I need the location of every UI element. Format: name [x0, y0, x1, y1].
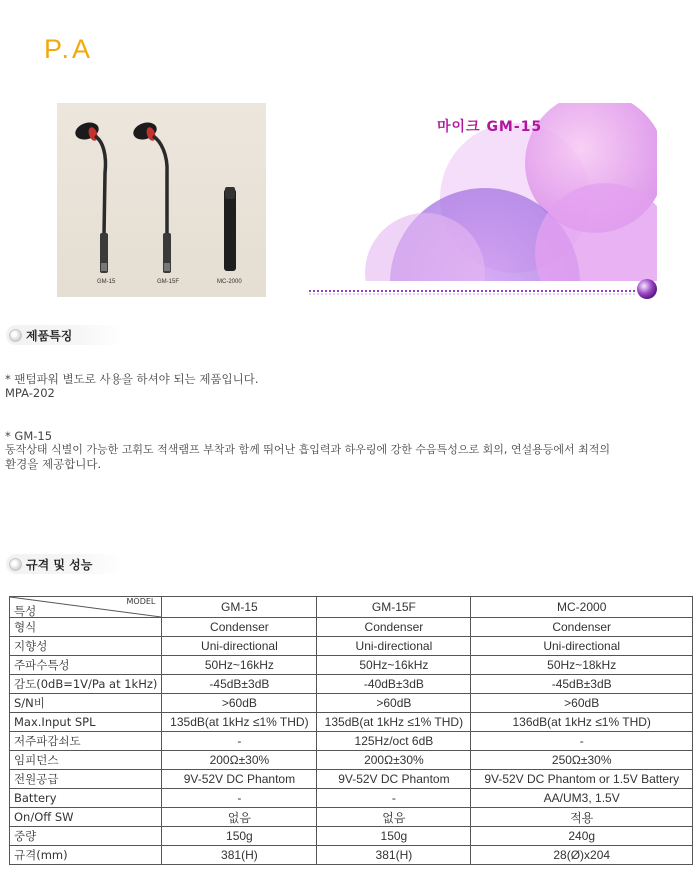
- spec-row: [10, 846, 693, 865]
- spec-row: [10, 656, 693, 675]
- spec-label: 형식: [10, 618, 162, 637]
- specs-heading: 규격 및 성능: [26, 558, 93, 572]
- page-title: P.A: [44, 34, 94, 64]
- microphones-illustration: [57, 103, 266, 297]
- spec-value: -45dB±3dB: [471, 675, 693, 694]
- caption-gm15f: GM-15F: [157, 279, 180, 285]
- spec-value: -45dB±3dB: [162, 675, 317, 694]
- spec-label: 지향성: [10, 637, 162, 656]
- spec-label: Battery: [10, 789, 162, 808]
- spec-value: 50Hz~16kHz: [317, 656, 471, 675]
- spec-value: 381(H): [317, 846, 471, 865]
- banner-title: 마이크 GM-15: [437, 119, 543, 135]
- spec-label: S/N비: [10, 694, 162, 713]
- spec-value: 50Hz~18kHz: [471, 656, 693, 675]
- spec-header-row: [10, 597, 693, 618]
- spec-value: Uni-directional: [471, 637, 693, 656]
- spec-value: 240g: [471, 827, 693, 846]
- spec-row: [10, 808, 693, 827]
- spec-value: >60dB: [317, 694, 471, 713]
- spec-row: [10, 827, 693, 846]
- section-heading-features: [6, 325, 124, 345]
- spec-value: 125Hz/oct 6dB: [317, 732, 471, 751]
- spec-label: Max.Input SPL: [10, 713, 162, 732]
- spec-label: 주파수특성: [10, 656, 162, 675]
- spec-value: 250Ω±30%: [471, 751, 693, 770]
- bullet-circle-icon: [9, 558, 22, 571]
- spec-value: 9V-52V DC Phantom or 1.5V Battery: [471, 770, 693, 789]
- bullet-circle-icon: [9, 329, 22, 342]
- spec-value: -: [162, 732, 317, 751]
- feature-2-line-3: 환경을 제공합니다.: [5, 457, 102, 471]
- spec-label: 임피던스: [10, 751, 162, 770]
- spec-value: 없음: [317, 808, 471, 827]
- caption-mc2000: MC-2000: [217, 279, 242, 285]
- spec-value: Condenser: [471, 618, 693, 637]
- spec-value: 200Ω±30%: [162, 751, 317, 770]
- spec-label: 규격(mm): [10, 846, 162, 865]
- spec-value: 150g: [317, 827, 471, 846]
- spec-value: 200Ω±30%: [317, 751, 471, 770]
- model-name: MC-2000: [471, 597, 693, 618]
- spec-value: -: [162, 789, 317, 808]
- spec-label: 저주파감쇠도: [10, 732, 162, 751]
- spec-row: [10, 675, 693, 694]
- model-name: GM-15F: [317, 597, 471, 618]
- spec-value: -: [471, 732, 693, 751]
- spec-row: [10, 637, 693, 656]
- spec-row: [10, 694, 693, 713]
- section-heading-specs: [6, 554, 124, 574]
- spec-value: 적용: [471, 808, 693, 827]
- model-name: GM-15: [162, 597, 317, 618]
- spec-value: Condenser: [162, 618, 317, 637]
- product-banner: [305, 103, 657, 303]
- product-photo: [57, 103, 266, 297]
- spec-row: [10, 618, 693, 637]
- spec-value: Uni-directional: [162, 637, 317, 656]
- spec-value: 150g: [162, 827, 317, 846]
- spec-value: 136dB(at 1kHz ≤1% THD): [471, 713, 693, 732]
- spec-value: 9V-52V DC Phantom: [162, 770, 317, 789]
- spec-label: 전원공급: [10, 770, 162, 789]
- spec-header-cell: [10, 597, 162, 618]
- spec-value: 9V-52V DC Phantom: [317, 770, 471, 789]
- spec-row: [10, 770, 693, 789]
- spec-value: >60dB: [471, 694, 693, 713]
- spec-row: [10, 713, 693, 732]
- spec-model-label: MODEL: [126, 597, 156, 606]
- feature-2: [5, 429, 610, 471]
- spec-label: On/Off SW: [10, 808, 162, 827]
- spec-value: 135dB(at 1kHz ≤1% THD): [317, 713, 471, 732]
- spec-value: Uni-directional: [317, 637, 471, 656]
- spec-value: 28(Ø)x204: [471, 846, 693, 865]
- feature-1-line-2: MPA-202: [5, 386, 55, 400]
- spec-value: 135dB(at 1kHz ≤1% THD): [162, 713, 317, 732]
- caption-gm15: GM-15: [97, 279, 116, 285]
- spec-value: 381(H): [162, 846, 317, 865]
- spec-value: -40dB±3dB: [317, 675, 471, 694]
- spec-value: Condenser: [317, 618, 471, 637]
- spec-value: -: [317, 789, 471, 808]
- spec-value: AA/UM3, 1.5V: [471, 789, 693, 808]
- feature-1-line-1: * 팬텀파워 별도로 사용을 하셔야 되는 제품입니다.: [5, 372, 259, 386]
- feature-1: [5, 372, 259, 400]
- feature-2-line-1: * GM-15: [5, 429, 53, 443]
- spec-value: 50Hz~16kHz: [162, 656, 317, 675]
- spec-row: [10, 732, 693, 751]
- spec-row: [10, 751, 693, 770]
- spec-row: [10, 789, 693, 808]
- spec-table: [9, 596, 693, 865]
- spec-label: 감도(0dB=1V/Pa at 1kHz): [10, 675, 162, 694]
- spec-characteristic-label: 특성: [14, 604, 37, 618]
- spec-label: 중량: [10, 827, 162, 846]
- spec-value: 없음: [162, 808, 317, 827]
- features-heading: 제품특징: [26, 329, 73, 343]
- spec-value: >60dB: [162, 694, 317, 713]
- feature-2-line-2: 동작상태 식별이 가능한 고휘도 적색램프 부착과 함께 뛰어난 흡입력과 하우링에 강한 수음특성으로 회의, 연설용등에서 최적의: [5, 443, 610, 456]
